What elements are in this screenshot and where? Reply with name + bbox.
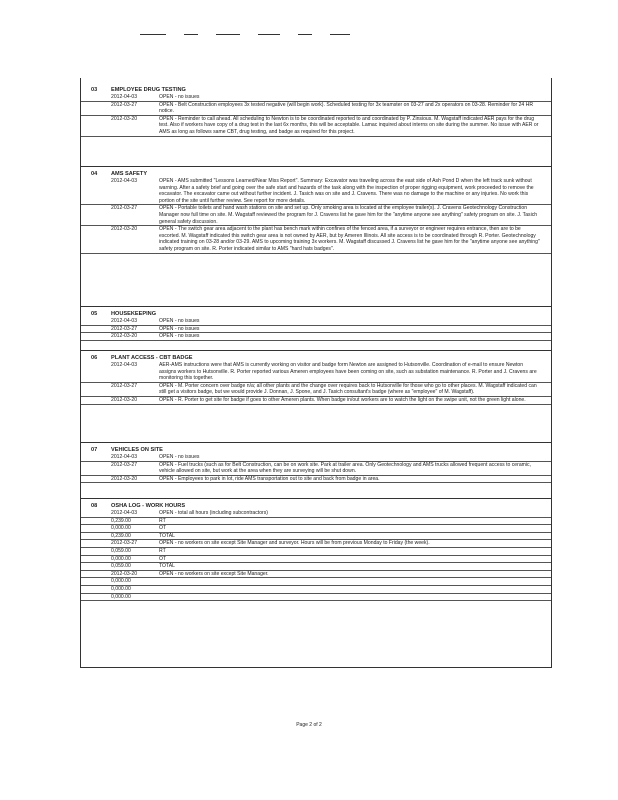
section-number: 07	[91, 447, 98, 453]
section-04	[81, 170, 551, 254]
entry-date: 2012-03-20	[111, 115, 138, 122]
entry-text: OPEN - total all hours (including subcontractors)	[159, 510, 268, 516]
entry-row	[81, 594, 551, 602]
entry-text: OPEN - Fuel trucks (such as for Belt Construction, can be on work site. Park at trailer area. Only Geotechnology and AMS trucks allowed frequent access to ceramic, vehicle allowed on site, but work at the area when they are surveying will be shut down.	[159, 461, 532, 475]
entry-row	[81, 548, 551, 556]
section-07	[81, 446, 551, 483]
section-divider	[81, 350, 551, 351]
entry-date: 2012-03-27	[111, 461, 138, 468]
section-title: HOUSEKEEPING	[111, 311, 157, 317]
entry-date: 2012-03-20	[111, 396, 138, 403]
entry-date: 2012-04-03	[111, 454, 138, 460]
entry-text: AER-AMS instructions were that AMS is currently working on visitor and badge form Newton are assigned to Hutsonville. Coordination of e-mail to ensure Newton assigns workers to Hutsonville. R. Porter reported various Ameren employees have been coming on site, such as substation maintenance. R. Porter and J. Cravens are monitoring this together.	[159, 362, 537, 382]
entry-text: RT	[159, 547, 166, 554]
entry-text: TOTAL	[159, 563, 175, 570]
entry-row	[81, 333, 551, 341]
entry-row	[81, 510, 551, 518]
entry-row	[81, 586, 551, 594]
section-number: 05	[91, 311, 98, 317]
entry-date: 0,000.00	[111, 585, 131, 592]
section-08	[81, 502, 551, 601]
entry-date: 2012-03-27	[111, 325, 138, 332]
entry-text: OPEN - Belt Construction employees 3x tested negative (will begin work). Scheduled testing for 3x teamster on 03-27 and 2x operators on 03-28. Reminder for 24 HR notice.	[159, 101, 534, 115]
entry-row	[81, 571, 551, 579]
section-title: PLANT ACCESS - CBT BADGE	[111, 355, 193, 361]
entry-row	[81, 563, 551, 571]
table-bottom-rule	[81, 667, 551, 668]
section-number: 06	[91, 355, 98, 361]
entry-date: 2012-03-20	[111, 226, 138, 233]
minutes-table	[80, 78, 552, 668]
entry-date: 2012-03-27	[111, 101, 138, 108]
entry-row	[81, 556, 551, 564]
entry-date: 2012-04-03	[111, 318, 138, 324]
section-title: OSHA LOG - WORK HOURS	[111, 503, 186, 509]
entry-date: 0,000.00	[111, 593, 131, 600]
entry-row	[81, 525, 551, 533]
section-header	[81, 502, 551, 510]
entry-date: 0,059.00	[111, 547, 131, 554]
entry-text: OPEN - no issues	[159, 333, 200, 340]
section-header	[81, 446, 551, 454]
entry-row	[81, 362, 551, 383]
entry-row	[81, 383, 551, 397]
entry-text: OT	[159, 525, 167, 532]
section-number: 08	[91, 503, 98, 509]
section-divider	[81, 498, 551, 499]
entry-text: OPEN - Portable toilets and hand wash stations on site and set up. Only smoking area is located at the employee trailer(s). J. Cravens Geotechnology Construction Manager now full time on site. M. Wagstaff reviewed the program for J. Cravens list he gave him for the "anytime anyone see anything" safety program on site. J. Tasich general safety discussion.	[159, 205, 538, 225]
section-number: 03	[91, 87, 98, 93]
entry-text: OPEN - no workers on site except Site Manager.	[159, 570, 269, 577]
entry-date: 0,000.00	[111, 578, 131, 585]
entry-row	[81, 226, 551, 253]
entry-row	[81, 476, 551, 484]
entry-text: OPEN - Reminder to call ahead. All scheduling to Newton is to be coordinated reported to and coordinated by P. Zinsious. M. Wagstaff indicated AER pays for the drug test. Also if workers have copy of a drug test in the last 6x months, this will be acceptable. Lamac inquired about interns on site during the summer. No issue with AER or AMS as long as follows same CBT, drug testing, and badge as required for this project.	[159, 115, 539, 135]
entry-text: RT	[159, 517, 166, 524]
section-number: 04	[91, 171, 98, 177]
header-rules	[140, 34, 350, 35]
section-header	[81, 310, 551, 318]
entry-text: OT	[159, 555, 167, 562]
section-header	[81, 170, 551, 178]
section-title: VEHICLES ON SITE	[111, 447, 163, 453]
entry-text: OPEN - no issues	[159, 325, 200, 332]
entry-text: OPEN - M. Porter concern over badge n/a; all other plants and the change over requires back to Hutsonville for those who go to other places. M. Wagstaff indicated can still get a visitors badge, but we would provide J. Donnan, J. Spone, and J. Tasich consultant's badge (where as "employee" of M. Wagstaff).	[159, 382, 537, 396]
entry-date: 2012-03-27	[111, 540, 138, 547]
entry-row	[81, 462, 551, 476]
entry-text: OPEN - The switch gear area adjacent to the plant has bench mark within confines of the fenced area, if a surveyor or engineer requires entrance, then are to be escorted. M. Wagstaff indicated this switch gear area is not owned by AER, but by Ameren Illinois. All site access is to be coordinated through R. Porter. Geotechnology indicated training on 03-28 and/or 03-29. AMS to upcoming training 3x workers. M. Wagstaff discussed J. Cravens list he gave him for the "anytime anyone see anything" safety program on site. R. Porter indicated similar to AMS "hard hats badges".	[159, 226, 540, 252]
entry-text	[159, 578, 551, 585]
section-05	[81, 310, 551, 341]
entry-date: 0,239.00	[111, 517, 131, 524]
entry-row	[81, 318, 551, 326]
entry-date: 2012-03-20	[111, 333, 138, 340]
entry-date: 0,000.00	[111, 555, 131, 562]
entry-text	[159, 586, 551, 593]
section-header	[81, 86, 551, 94]
section-divider	[81, 306, 551, 307]
entry-row	[81, 454, 551, 462]
entry-text: OPEN - no issues	[159, 318, 200, 324]
entry-date: 2012-03-20	[111, 475, 138, 482]
entry-row	[81, 540, 551, 548]
section-06	[81, 354, 551, 405]
entry-row	[81, 533, 551, 541]
entry-date: 2012-04-03	[111, 178, 138, 184]
entry-row	[81, 116, 551, 137]
entry-text: OPEN - no issues	[159, 94, 200, 100]
entry-date: 2012-03-20	[111, 570, 138, 577]
entry-date: 2012-03-27	[111, 382, 138, 389]
entry-text: OPEN - R. Porter to get site for badge if goes to other Ameren plants. When badge in/out workers are to watch the light on the swipe unit, not the green light alone.	[159, 396, 526, 403]
section-divider	[81, 442, 551, 443]
entry-date: 0,239.00	[111, 532, 131, 539]
section-divider	[81, 166, 551, 167]
entry-text	[159, 594, 551, 601]
entry-date: 0,000.00	[111, 525, 131, 532]
entry-text: TOTAL	[159, 532, 175, 539]
entry-text: OPEN - no issues	[159, 454, 200, 460]
entry-row	[81, 205, 551, 226]
entry-row	[81, 518, 551, 526]
section-title: AMS SAFETY	[111, 171, 148, 177]
entry-row	[81, 326, 551, 334]
page-footer: Page 2 of 2	[296, 722, 322, 728]
entry-text: OPEN - Employees to park in lot, ride AMS transportation out to site and back from badge in area.	[159, 475, 380, 482]
entry-row	[81, 178, 551, 205]
section-title: EMPLOYEE DRUG TESTING	[111, 87, 186, 93]
entry-row	[81, 102, 551, 116]
entry-row	[81, 397, 551, 405]
entry-date: 2012-04-03	[111, 510, 138, 516]
entry-date: 2012-04-03	[111, 94, 138, 100]
section-header	[81, 354, 551, 362]
entry-date: 2012-03-27	[111, 205, 138, 212]
entry-date: 0,059.00	[111, 563, 131, 570]
section-03	[81, 86, 551, 137]
entry-date: 2012-04-03	[111, 362, 138, 368]
entry-row	[81, 94, 551, 102]
entry-row	[81, 578, 551, 586]
entry-text: OPEN - AMS submitted "Lessons Learned/Near Miss Report". Summary: Excavator was traveling across the east side of Ash Pond D when the left track sunk without warning. After a safety brief and going over the safe start and hazards of the task along with the inspection of proper rigging equipment, work proceeded to remove the excavator. The excavator came out without further incident. J. Tasich was on site and J. Cravens. There was no damage to the machine or any injuries. No work this portion of the site until further review. See report for more details.	[159, 178, 534, 204]
entry-text: OPEN - no workers on site except Site Manager and surveyor. Hours will be from previous Monday to Friday (the week).	[159, 540, 430, 547]
